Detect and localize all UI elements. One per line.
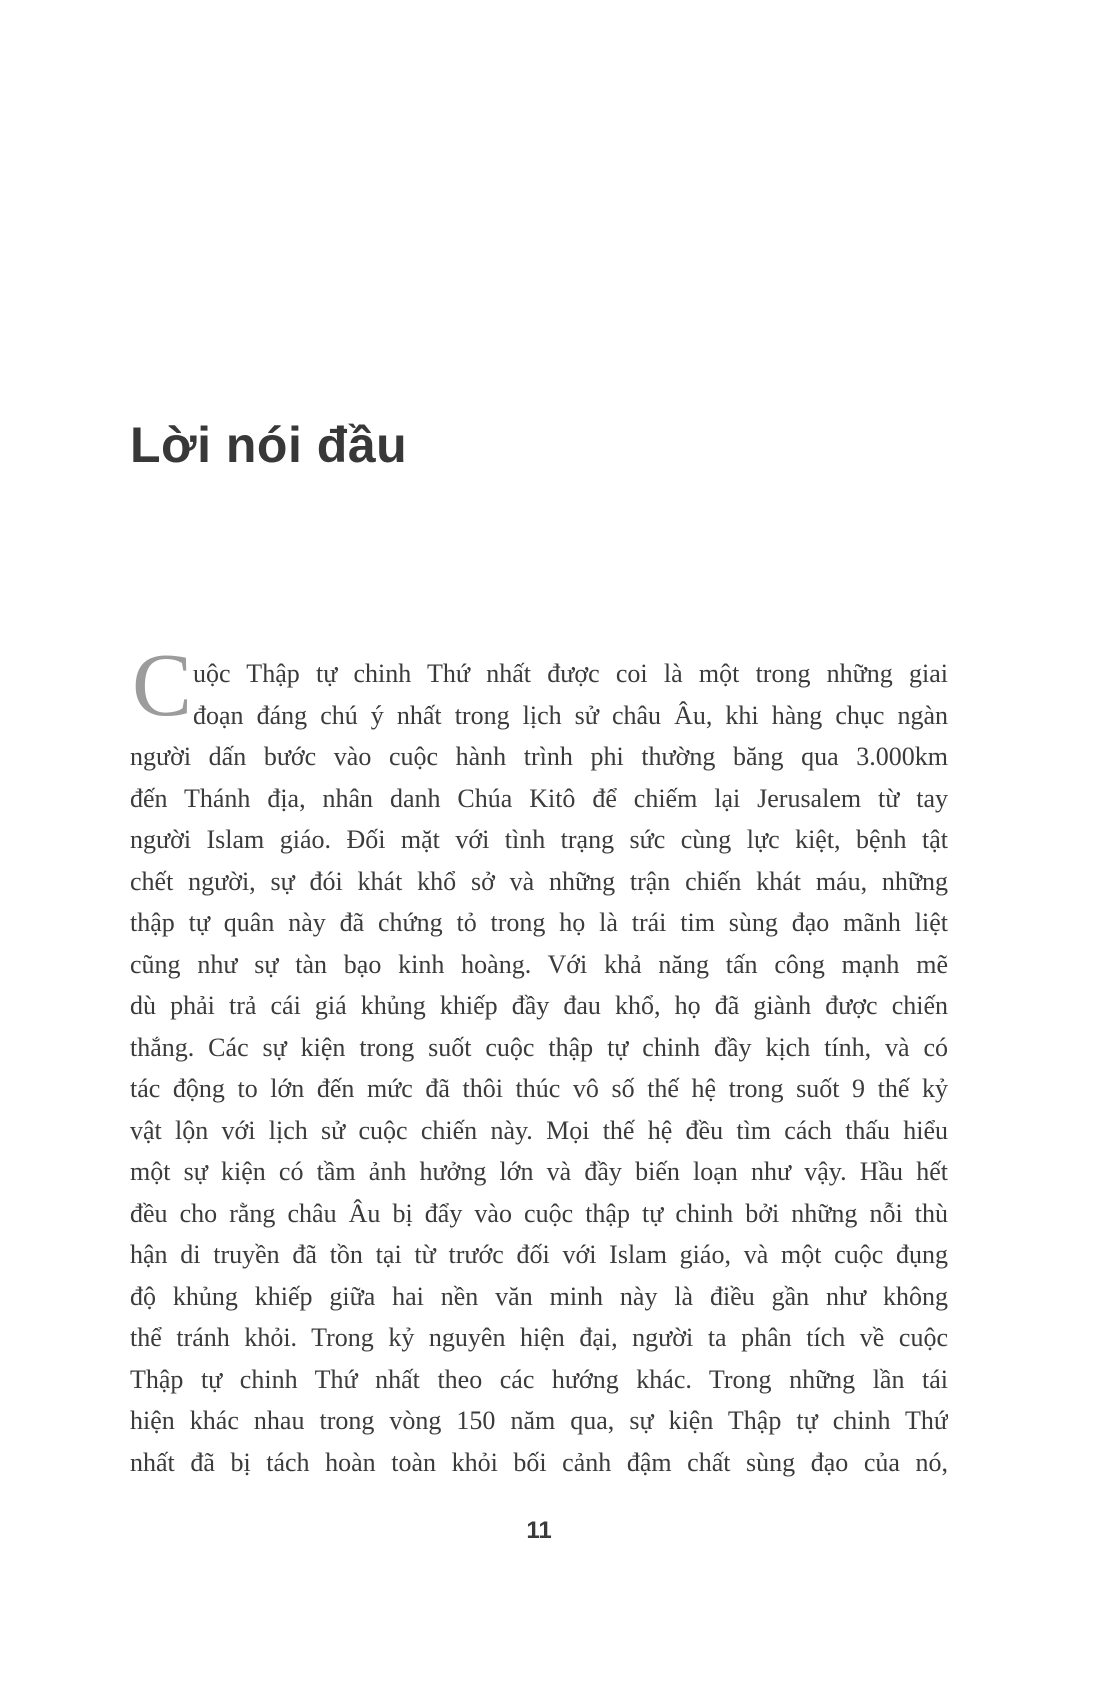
paragraph-line: hiện khác nhau trong vòng 150 năm qua, sự kiện Thập tự chinh Thứ: [130, 1406, 948, 1435]
paragraph-line: đều cho rằng châu Âu bị đẩy vào cuộc thập tự chinh bởi những nỗi thù: [130, 1198, 948, 1228]
paragraph-line: người dấn bước vào cuộc hành trình phi thường băng qua 3.000km: [130, 742, 948, 771]
paragraph-line: thập tự quân này đã chứng tỏ trong họ là trái tim sùng đạo mãnh liệt: [130, 908, 948, 937]
body-paragraph: [130, 636, 948, 1483]
paragraph-line: hận di truyền đã tồn tại từ trước đối với Islam giáo, và một cuộc đụng: [130, 1240, 948, 1269]
paragraph-line: độ khủng khiếp giữa hai nền văn minh này là điều gần như không: [130, 1281, 948, 1311]
paragraph-line: cũng như sự tàn bạo kinh hoàng. Với khả năng tấn công mạnh mẽ: [130, 949, 948, 979]
paragraph-line: Thập tự chinh Thứ nhất theo các hướng khác. Trong những lần tái: [130, 1364, 948, 1394]
paragraph-line: người Islam giáo. Đối mặt với tình trạng sức cùng lực kiệt, bệnh tật: [130, 825, 948, 854]
drop-cap: C: [132, 636, 193, 735]
paragraph-lines: [130, 653, 948, 1483]
paragraph-line: thắng. Các sự kiện trong suốt cuộc thập tự chinh đầy kịch tính, và có: [130, 1032, 948, 1062]
paragraph-line: chết người, sự đói khát khổ sở và những trận chiến khát máu, những: [130, 866, 948, 896]
paragraph-line: nhất đã bị tách hoàn toàn khỏi bối cảnh đậm chất sùng đạo của nó,: [130, 1447, 948, 1477]
paragraph-line: đoạn đáng chú ý nhất trong lịch sử châu Âu, khi hàng chục ngàn: [193, 700, 948, 730]
paragraph-line: thể tránh khỏi. Trong kỷ nguyên hiện đại, người ta phân tích về cuộc: [130, 1323, 948, 1352]
paragraph-line: đến Thánh địa, nhân danh Chúa Kitô để chiếm lại Jerusalem từ tay: [130, 783, 948, 813]
paragraph-line: tác động to lớn đến mức đã thôi thúc vô số thế hệ trong suốt 9 thế kỷ: [130, 1074, 948, 1103]
preface-heading: Lời nói đầu: [130, 417, 408, 473]
paragraph-line: uộc Thập tự chinh Thứ nhất được coi là một trong những giai: [193, 659, 948, 688]
paragraph-line: dù phải trả cái giá khủng khiếp đầy đau khổ, họ đã giành được chiến: [130, 991, 948, 1020]
paragraph-line: vật lộn với lịch sử cuộc chiến này. Mọi thế hệ đều tìm cách thấu hiểu: [130, 1115, 948, 1145]
page-number: 11: [526, 1517, 552, 1544]
paragraph-line: một sự kiện có tầm ảnh hưởng lớn và đầy biến loạn như vậy. Hầu hết: [130, 1157, 948, 1186]
